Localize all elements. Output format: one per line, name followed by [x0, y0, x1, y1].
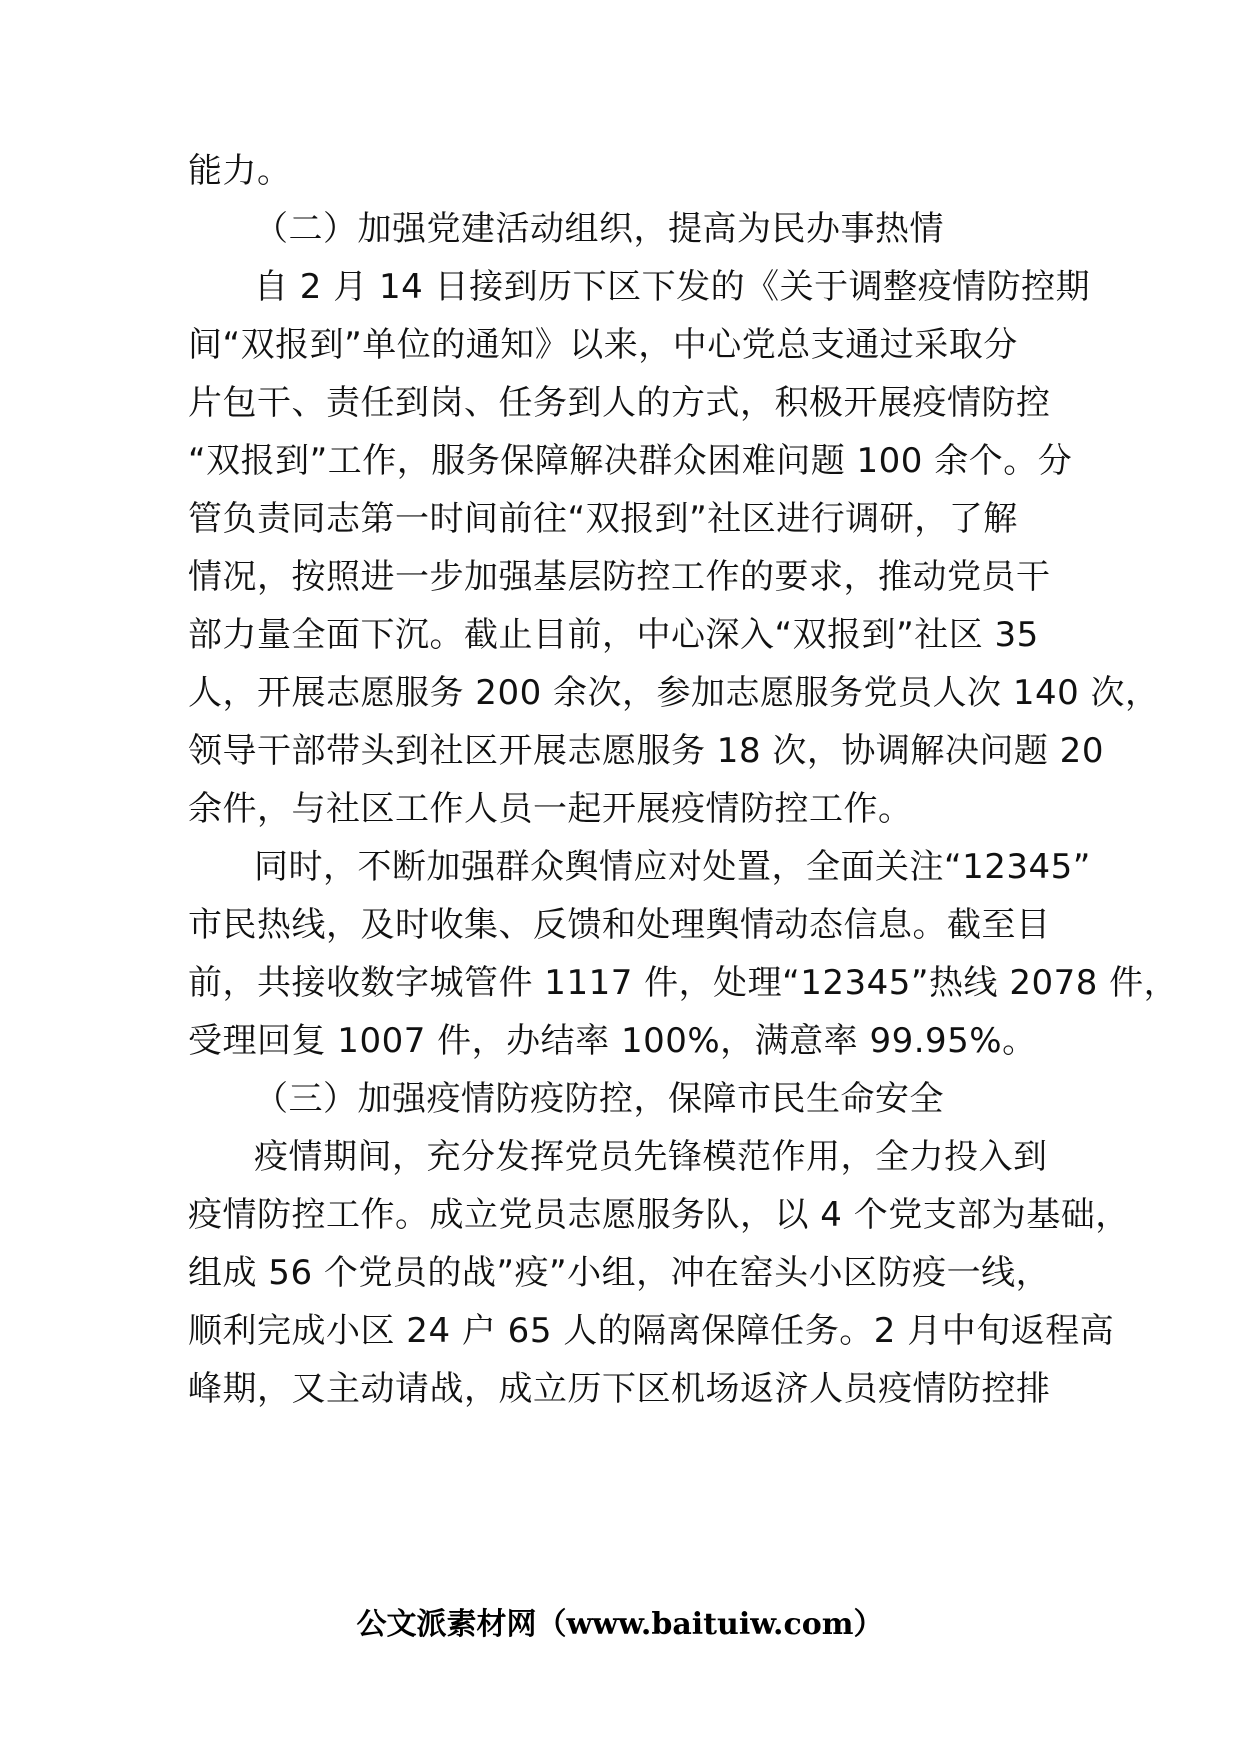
text-line-7: 管负责同志第一时间前往“双报到”社区进行调研，了解 — [188, 499, 1018, 539]
text-line-12: 余件，与社区工作人员一起开展疫情防控工作。 — [188, 789, 913, 829]
section-heading-3: （三）加强疫情防疫防控，保障市民生命安全 — [254, 1079, 944, 1119]
text-line-6: “双报到”工作，服务保障解决群众困难问题 100 余个。分 — [188, 441, 1073, 481]
text-line-5: 片包干、责任到岗、任务到人的方式，积极开展疫情防控 — [188, 383, 1051, 423]
text-line-18: 疫情期间，充分发挥党员先锋模范作用，全力投入到 — [254, 1137, 1048, 1177]
text-line-14: 市民热线，及时收集、反馈和处理舆情动态信息。截至目 — [188, 905, 1051, 945]
text-line-16: 受理回复 1007 件，办结率 100%，满意率 99.95%。 — [188, 1021, 1037, 1061]
footer-watermark: 公文派素材网（www.baituiw.com） — [356, 1607, 884, 1642]
text-line-8: 情况，按照进一步加强基层防控工作的要求，推动党员干 — [188, 557, 1051, 597]
text-line-1: 能力。 — [188, 151, 292, 191]
text-line-4: 间“双报到”单位的通知》以来，中心党总支通过采取分 — [188, 325, 1018, 365]
text-line-3: 自 2 月 14 日接到历下区下发的《关于调整疫情防控期 — [254, 267, 1091, 307]
text-line-15: 前，共接收数字城管件 1117 件，处理“12345”热线 2078 件， — [188, 963, 1179, 1003]
text-line-9: 部力量全面下沉。截止目前，中心深入“双报到”社区 35 — [188, 615, 1039, 655]
text-line-19: 疫情防控工作。成立党员志愿服务队，以 4 个党支部为基础， — [188, 1195, 1130, 1235]
text-line-11: 领导干部带头到社区开展志愿服务 18 次，协调解决问题 20 — [188, 731, 1104, 771]
text-line-21: 顺利完成小区 24 户 65 人的隔离保障任务。2 月中旬返程高 — [188, 1311, 1115, 1351]
section-heading-2: （二）加强党建活动组织，提高为民办事热情 — [254, 209, 944, 249]
text-line-20: 组成 56 个党员的战”疫”小组，冲在窑头小区防疫一线， — [188, 1253, 1051, 1293]
text-line-10: 人，开展志愿服务 200 余次，参加志愿服务党员人次 140 次， — [188, 673, 1160, 713]
text-line-13: 同时，不断加强群众舆情应对处置，全面关注“12345” — [254, 847, 1091, 887]
text-line-22: 峰期，又主动请战，成立历下区机场返济人员疫情防控排 — [188, 1369, 1051, 1409]
